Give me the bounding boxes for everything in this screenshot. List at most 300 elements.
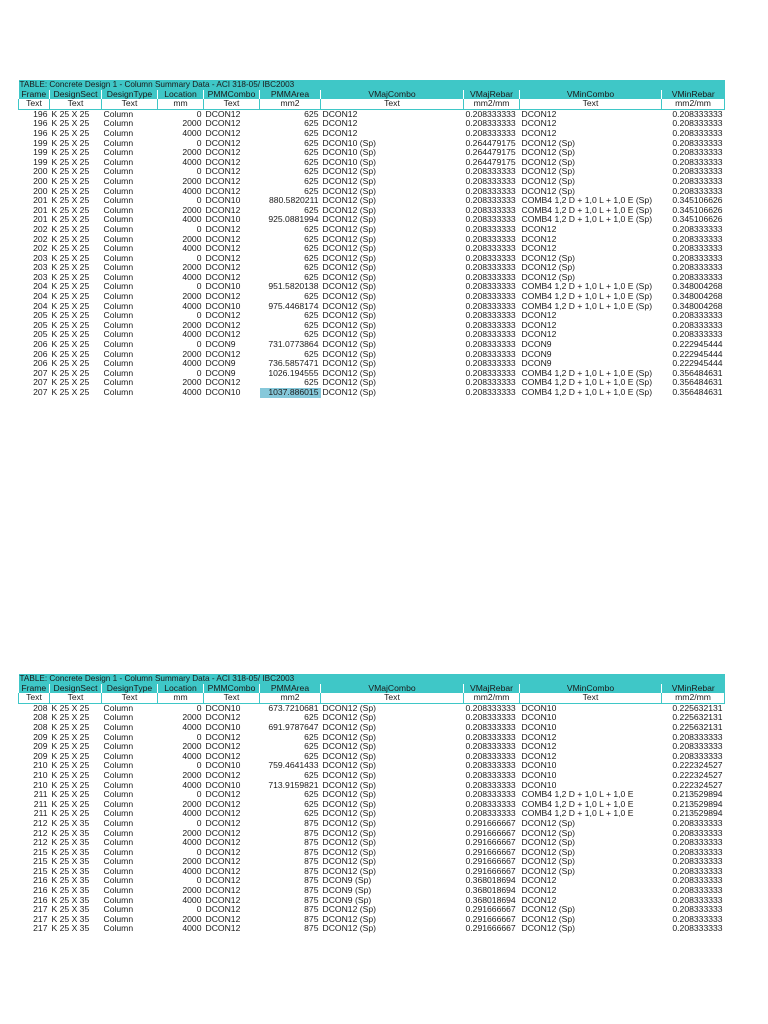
cell-pmm-combo[interactable]: DCON12 bbox=[205, 186, 241, 196]
cell-vmaj-rebar[interactable]: 0.208333333 bbox=[465, 320, 516, 330]
cell-location[interactable]: 2000 bbox=[182, 799, 202, 809]
cell-design-sect[interactable]: K 25 X 25 bbox=[51, 244, 90, 254]
cell-location[interactable]: 2000 bbox=[182, 292, 202, 302]
cell-vmaj-combo[interactable]: DCON10 (Sp) bbox=[322, 148, 376, 158]
table-row[interactable] bbox=[19, 876, 725, 886]
cell-pmm-area[interactable]: 1037.886015 bbox=[260, 388, 321, 398]
cell-pmm-area[interactable]: 875 bbox=[304, 818, 319, 828]
cell-design-sect[interactable]: K 25 X 35 bbox=[51, 876, 90, 886]
cell-vmaj-rebar[interactable]: 0.291666667 bbox=[465, 818, 516, 828]
cell-frame[interactable]: 207 bbox=[33, 378, 48, 388]
cell-vmaj-rebar[interactable]: 0.368018694 bbox=[465, 895, 516, 905]
cell-pmm-combo[interactable]: DCON12 bbox=[205, 751, 241, 761]
table-row[interactable] bbox=[19, 273, 725, 283]
cell-design-type[interactable]: Column bbox=[103, 368, 134, 378]
table-row[interactable] bbox=[19, 771, 725, 781]
cell-frame[interactable]: 208 bbox=[33, 703, 48, 713]
cell-frame[interactable]: 207 bbox=[33, 388, 48, 397]
cell-design-type[interactable]: Column bbox=[103, 886, 134, 896]
cell-vmin-rebar[interactable]: 0.208333333 bbox=[672, 167, 723, 177]
cell-design-type[interactable]: Column bbox=[103, 301, 134, 311]
cell-pmm-area[interactable]: 625 bbox=[304, 330, 319, 340]
cell-vmaj-combo[interactable]: DCON12 (Sp) bbox=[322, 311, 376, 321]
table-row[interactable] bbox=[19, 838, 725, 848]
cell-pmm-combo[interactable]: DCON12 bbox=[205, 799, 241, 809]
cell-vmaj-combo[interactable]: DCON10 (Sp) bbox=[322, 157, 376, 167]
cell-location[interactable]: 0 bbox=[196, 340, 202, 350]
cell-vmaj-combo[interactable]: DCON12 (Sp) bbox=[322, 263, 376, 273]
cell-vmin-rebar[interactable]: 0.225632131 bbox=[672, 722, 723, 732]
cell-frame[interactable]: 203 bbox=[33, 263, 48, 273]
cell-frame[interactable]: 206 bbox=[33, 349, 48, 359]
header-design-sect[interactable]: DesignSect bbox=[50, 90, 102, 100]
cell-design-type[interactable]: Column bbox=[103, 876, 134, 886]
table-row[interactable] bbox=[19, 148, 725, 158]
cell-design-type[interactable]: Column bbox=[103, 157, 134, 167]
cell-vmaj-combo[interactable]: DCON12 bbox=[322, 128, 358, 138]
header-vmin-rebar[interactable]: VMinRebar bbox=[662, 90, 725, 100]
cell-pmm-area[interactable]: 625 bbox=[304, 128, 319, 138]
cell-vmin-combo[interactable]: DCON12 bbox=[521, 128, 557, 138]
cell-pmm-combo[interactable]: DCON12 bbox=[205, 109, 241, 119]
cell-frame[interactable]: 207 bbox=[33, 368, 48, 378]
cell-pmm-combo[interactable]: DCON12 bbox=[205, 176, 241, 186]
table-row[interactable] bbox=[19, 829, 725, 839]
cell-vmaj-rebar[interactable]: 0.208333333 bbox=[465, 205, 516, 215]
cell-design-sect[interactable]: K 25 X 25 bbox=[51, 751, 90, 761]
cell-pmm-area[interactable]: 625 bbox=[304, 292, 319, 302]
cell-design-sect[interactable]: K 25 X 35 bbox=[51, 838, 90, 848]
cell-pmm-combo[interactable]: DCON10 bbox=[205, 722, 241, 732]
cell-design-type[interactable]: Column bbox=[103, 895, 134, 905]
cell-vmin-combo[interactable]: DCON10 bbox=[521, 770, 557, 780]
cell-vmaj-rebar[interactable]: 0.291666667 bbox=[465, 847, 516, 857]
cell-vmaj-combo[interactable]: DCON12 (Sp) bbox=[322, 359, 376, 369]
cell-frame[interactable]: 208 bbox=[33, 713, 48, 723]
cell-pmm-combo[interactable]: DCON12 bbox=[205, 244, 241, 254]
cell-pmm-area[interactable]: 625 bbox=[304, 751, 319, 761]
cell-vmin-combo[interactable]: COMB4 1,2 D + 1,0 L + 1,0 E bbox=[521, 799, 634, 809]
cell-vmaj-combo[interactable]: DCON9 (Sp) bbox=[322, 886, 372, 896]
cell-design-sect[interactable]: K 25 X 25 bbox=[51, 301, 90, 311]
cell-design-type[interactable]: Column bbox=[103, 761, 134, 771]
cell-design-type[interactable]: Column bbox=[103, 914, 134, 924]
cell-frame[interactable]: 202 bbox=[33, 234, 48, 244]
table-row[interactable] bbox=[19, 215, 725, 225]
cell-pmm-combo[interactable]: DCON12 bbox=[205, 838, 241, 848]
cell-design-sect[interactable]: K 25 X 25 bbox=[51, 186, 90, 196]
cell-vmin-combo[interactable]: DCON12 bbox=[521, 109, 557, 119]
cell-vmin-combo[interactable]: DCON12 bbox=[521, 876, 557, 886]
cell-pmm-combo[interactable]: DCON12 bbox=[205, 128, 241, 138]
cell-vmin-combo[interactable]: COMB4 1,2 D + 1,0 L + 1,0 E (Sp) bbox=[521, 301, 653, 311]
cell-pmm-combo[interactable]: DCON10 bbox=[205, 780, 241, 790]
cell-pmm-area[interactable]: 951.5820138 bbox=[268, 282, 319, 292]
cell-location[interactable]: 0 bbox=[196, 311, 202, 321]
cell-vmaj-rebar[interactable]: 0.264479175 bbox=[465, 157, 516, 167]
cell-vmaj-combo[interactable]: DCON12 (Sp) bbox=[322, 770, 376, 780]
cell-location[interactable]: 4000 bbox=[182, 186, 202, 196]
cell-location[interactable]: 4000 bbox=[182, 157, 202, 167]
cell-vmaj-combo[interactable]: DCON12 (Sp) bbox=[322, 167, 376, 177]
cell-design-type[interactable]: Column bbox=[103, 857, 134, 867]
cell-design-sect[interactable]: K 25 X 25 bbox=[51, 128, 90, 138]
cell-frame[interactable]: 202 bbox=[33, 224, 48, 234]
cell-pmm-area[interactable]: 875 bbox=[304, 886, 319, 896]
cell-location[interactable]: 2000 bbox=[182, 886, 202, 896]
cell-design-sect[interactable]: K 25 X 25 bbox=[51, 272, 90, 282]
cell-frame[interactable]: 200 bbox=[33, 176, 48, 186]
cell-vmaj-rebar[interactable]: 0.208333333 bbox=[465, 234, 516, 244]
cell-location[interactable]: 0 bbox=[196, 703, 202, 713]
cell-location[interactable]: 4000 bbox=[182, 866, 202, 876]
cell-vmin-combo[interactable]: DCON12 (Sp) bbox=[521, 818, 575, 828]
cell-frame[interactable]: 205 bbox=[33, 311, 48, 321]
cell-design-sect[interactable]: K 25 X 35 bbox=[51, 828, 90, 838]
header-location[interactable]: Location bbox=[158, 90, 204, 100]
table-row[interactable] bbox=[19, 139, 725, 149]
cell-vmin-combo[interactable]: COMB4 1,2 D + 1,0 L + 1,0 E bbox=[521, 809, 634, 819]
cell-vmin-combo[interactable]: DCON12 (Sp) bbox=[521, 866, 575, 876]
cell-pmm-area[interactable]: 880.5820211 bbox=[268, 196, 319, 206]
cell-design-sect[interactable]: K 25 X 25 bbox=[51, 761, 90, 771]
cell-vmaj-rebar[interactable]: 0.208333333 bbox=[465, 215, 516, 225]
cell-design-type[interactable]: Column bbox=[103, 186, 134, 196]
cell-pmm-area[interactable]: 713.9159821 bbox=[268, 780, 319, 790]
cell-pmm-area[interactable]: 625 bbox=[304, 742, 319, 752]
cell-frame[interactable]: 217 bbox=[33, 914, 48, 924]
cell-vmin-rebar[interactable]: 0.208333333 bbox=[672, 311, 723, 321]
cell-vmin-rebar[interactable]: 0.208333333 bbox=[672, 905, 723, 915]
cell-location[interactable]: 0 bbox=[196, 253, 202, 263]
cell-frame[interactable]: 204 bbox=[33, 292, 48, 302]
cell-vmaj-combo[interactable]: DCON12 (Sp) bbox=[322, 196, 376, 206]
cell-pmm-area[interactable]: 625 bbox=[304, 713, 319, 723]
cell-design-sect[interactable]: K 25 X 25 bbox=[51, 109, 90, 119]
cell-vmaj-combo[interactable]: DCON12 (Sp) bbox=[322, 761, 376, 771]
cell-pmm-area[interactable]: 625 bbox=[304, 109, 319, 119]
cell-design-sect[interactable]: K 25 X 35 bbox=[51, 924, 90, 934]
cell-vmin-rebar[interactable]: 0.222324527 bbox=[672, 770, 723, 780]
cell-vmaj-rebar[interactable]: 0.264479175 bbox=[465, 148, 516, 158]
cell-vmaj-rebar[interactable]: 0.208333333 bbox=[465, 732, 516, 742]
table-row[interactable] bbox=[19, 924, 725, 934]
cell-pmm-combo[interactable]: DCON9 bbox=[205, 359, 236, 369]
cell-frame[interactable]: 211 bbox=[33, 790, 48, 800]
cell-design-sect[interactable]: K 25 X 25 bbox=[51, 713, 90, 723]
cell-pmm-area[interactable]: 625 bbox=[304, 320, 319, 330]
cell-vmaj-combo[interactable]: DCON12 bbox=[322, 119, 358, 129]
cell-vmin-combo[interactable]: DCON9 bbox=[521, 349, 552, 359]
cell-vmaj-rebar[interactable]: 0.208333333 bbox=[465, 282, 516, 292]
cell-vmaj-rebar[interactable]: 0.291666667 bbox=[465, 914, 516, 924]
cell-vmin-combo[interactable]: DCON12 (Sp) bbox=[521, 847, 575, 857]
cell-frame[interactable]: 210 bbox=[33, 770, 48, 780]
cell-vmaj-combo[interactable]: DCON12 (Sp) bbox=[322, 282, 376, 292]
cell-frame[interactable]: 196 bbox=[33, 128, 48, 138]
cell-frame[interactable]: 217 bbox=[33, 924, 48, 934]
header-vmaj-combo[interactable]: VMajCombo bbox=[321, 684, 464, 694]
cell-vmin-combo[interactable]: DCON10 bbox=[521, 703, 557, 713]
cell-pmm-area[interactable]: 625 bbox=[304, 234, 319, 244]
cell-frame[interactable]: 202 bbox=[33, 244, 48, 254]
cell-vmin-combo[interactable]: COMB4 1,2 D + 1,0 L + 1,0 E (Sp) bbox=[521, 196, 653, 206]
cell-vmin-combo[interactable]: DCON12 bbox=[521, 751, 557, 761]
cell-vmin-combo[interactable]: DCON12 (Sp) bbox=[521, 924, 575, 934]
cell-pmm-combo[interactable]: DCON10 bbox=[205, 761, 241, 771]
cell-location[interactable]: 0 bbox=[196, 138, 202, 148]
cell-pmm-area[interactable]: 625 bbox=[304, 809, 319, 819]
cell-pmm-area[interactable]: 625 bbox=[304, 148, 319, 158]
cell-location[interactable]: 4000 bbox=[182, 751, 202, 761]
cell-location[interactable]: 0 bbox=[196, 818, 202, 828]
cell-design-sect[interactable]: K 25 X 25 bbox=[51, 138, 90, 148]
cell-vmin-combo[interactable]: DCON12 bbox=[521, 895, 557, 905]
cell-vmaj-combo[interactable]: DCON12 (Sp) bbox=[322, 388, 376, 397]
cell-vmin-rebar[interactable]: 0.222324527 bbox=[672, 761, 723, 771]
cell-design-sect[interactable]: K 25 X 25 bbox=[51, 388, 90, 397]
cell-location[interactable]: 4000 bbox=[182, 895, 202, 905]
cell-vmaj-combo[interactable]: DCON12 (Sp) bbox=[322, 320, 376, 330]
cell-pmm-combo[interactable]: DCON12 bbox=[205, 857, 241, 867]
cell-design-type[interactable]: Column bbox=[103, 148, 134, 158]
table-row[interactable] bbox=[19, 119, 725, 129]
cell-pmm-area[interactable]: 625 bbox=[304, 732, 319, 742]
cell-vmin-combo[interactable]: DCON12 bbox=[521, 311, 557, 321]
cell-pmm-area[interactable]: 736.5857471 bbox=[268, 359, 319, 369]
cell-frame[interactable]: 201 bbox=[33, 196, 48, 206]
cell-vmin-rebar[interactable]: 0.208333333 bbox=[672, 148, 723, 158]
cell-location[interactable]: 0 bbox=[196, 224, 202, 234]
cell-vmin-rebar[interactable]: 0.208333333 bbox=[672, 876, 723, 886]
table-row[interactable] bbox=[19, 244, 725, 254]
cell-design-type[interactable]: Column bbox=[103, 818, 134, 828]
cell-vmin-combo[interactable]: DCON12 (Sp) bbox=[521, 253, 575, 263]
cell-vmaj-combo[interactable]: DCON12 (Sp) bbox=[322, 790, 376, 800]
cell-vmin-rebar[interactable]: 0.208333333 bbox=[672, 914, 723, 924]
cell-pmm-area[interactable]: 759.4641433 bbox=[268, 761, 319, 771]
cell-pmm-combo[interactable]: DCON12 bbox=[205, 234, 241, 244]
cell-vmaj-rebar[interactable]: 0.208333333 bbox=[465, 809, 516, 819]
cell-vmin-combo[interactable]: DCON12 bbox=[521, 119, 557, 129]
cell-vmin-combo[interactable]: COMB4 1,2 D + 1,0 L + 1,0 E (Sp) bbox=[521, 205, 653, 215]
table-row[interactable] bbox=[19, 809, 725, 819]
cell-design-sect[interactable]: K 25 X 25 bbox=[51, 359, 90, 369]
cell-vmaj-combo[interactable]: DCON12 (Sp) bbox=[322, 780, 376, 790]
cell-vmin-combo[interactable]: DCON12 bbox=[521, 244, 557, 254]
cell-frame[interactable]: 196 bbox=[33, 119, 48, 129]
cell-pmm-area[interactable]: 625 bbox=[304, 224, 319, 234]
cell-vmaj-rebar[interactable]: 0.208333333 bbox=[465, 770, 516, 780]
cell-design-sect[interactable]: K 25 X 25 bbox=[51, 196, 90, 206]
cell-location[interactable]: 2000 bbox=[182, 263, 202, 273]
cell-vmin-rebar[interactable]: 0.356484631 bbox=[672, 378, 723, 388]
table-row[interactable] bbox=[19, 378, 725, 388]
cell-location[interactable]: 2000 bbox=[182, 234, 202, 244]
cell-location[interactable]: 2000 bbox=[182, 320, 202, 330]
cell-frame[interactable]: 200 bbox=[33, 186, 48, 196]
table-row[interactable] bbox=[19, 196, 725, 206]
table-row[interactable] bbox=[19, 781, 725, 791]
cell-pmm-area[interactable]: 625 bbox=[304, 157, 319, 167]
table-row[interactable] bbox=[19, 350, 725, 360]
cell-frame[interactable]: 216 bbox=[33, 895, 48, 905]
cell-location[interactable]: 0 bbox=[196, 847, 202, 857]
cell-pmm-combo[interactable]: DCON9 bbox=[205, 368, 236, 378]
cell-vmaj-rebar[interactable]: 0.208333333 bbox=[465, 703, 516, 713]
cell-pmm-area[interactable]: 731.0773864 bbox=[268, 340, 319, 350]
table-row[interactable] bbox=[19, 302, 725, 312]
cell-pmm-combo[interactable]: DCON12 bbox=[205, 272, 241, 282]
cell-frame[interactable]: 212 bbox=[33, 828, 48, 838]
cell-design-type[interactable]: Column bbox=[103, 809, 134, 819]
cell-vmaj-combo[interactable]: DCON12 (Sp) bbox=[322, 205, 376, 215]
cell-frame[interactable]: 200 bbox=[33, 167, 48, 177]
cell-design-type[interactable]: Column bbox=[103, 311, 134, 321]
cell-vmaj-combo[interactable]: DCON12 (Sp) bbox=[322, 818, 376, 828]
cell-vmin-combo[interactable]: DCON12 (Sp) bbox=[521, 186, 575, 196]
table-row[interactable] bbox=[19, 915, 725, 925]
cell-vmaj-combo[interactable]: DCON10 (Sp) bbox=[322, 138, 376, 148]
cell-vmin-combo[interactable]: DCON10 bbox=[521, 761, 557, 771]
cell-vmaj-combo[interactable]: DCON12 (Sp) bbox=[322, 301, 376, 311]
cell-vmin-rebar[interactable]: 0.356484631 bbox=[672, 388, 723, 397]
cell-vmin-combo[interactable]: DCON9 bbox=[521, 340, 552, 350]
cell-location[interactable]: 2000 bbox=[182, 770, 202, 780]
cell-frame[interactable]: 208 bbox=[33, 722, 48, 732]
cell-pmm-combo[interactable]: DCON9 bbox=[205, 340, 236, 350]
cell-pmm-area[interactable]: 875 bbox=[304, 876, 319, 886]
cell-location[interactable]: 4000 bbox=[182, 359, 202, 369]
cell-pmm-combo[interactable]: DCON12 bbox=[205, 732, 241, 742]
cell-vmaj-rebar[interactable]: 0.208333333 bbox=[465, 244, 516, 254]
cell-pmm-combo[interactable]: DCON12 bbox=[205, 119, 241, 129]
cell-pmm-combo[interactable]: DCON12 bbox=[205, 790, 241, 800]
cell-vmaj-rebar[interactable]: 0.208333333 bbox=[465, 253, 516, 263]
cell-vmaj-combo[interactable]: DCON12 (Sp) bbox=[322, 732, 376, 742]
cell-design-type[interactable]: Column bbox=[103, 224, 134, 234]
header-design-type[interactable]: DesignType bbox=[102, 90, 158, 100]
cell-design-type[interactable]: Column bbox=[103, 703, 134, 713]
cell-design-type[interactable]: Column bbox=[103, 742, 134, 752]
table-row[interactable] bbox=[19, 292, 725, 302]
cell-vmin-rebar[interactable]: 0.208333333 bbox=[672, 924, 723, 934]
cell-pmm-combo[interactable]: DCON12 bbox=[205, 157, 241, 167]
cell-vmin-rebar[interactable]: 0.208333333 bbox=[672, 828, 723, 838]
cell-pmm-combo[interactable]: DCON12 bbox=[205, 847, 241, 857]
table-row[interactable] bbox=[19, 752, 725, 762]
table-row[interactable] bbox=[19, 206, 725, 216]
cell-design-type[interactable]: Column bbox=[103, 349, 134, 359]
cell-location[interactable]: 2000 bbox=[182, 914, 202, 924]
cell-location[interactable]: 4000 bbox=[182, 838, 202, 848]
cell-location[interactable]: 4000 bbox=[182, 722, 202, 732]
table-row[interactable] bbox=[19, 723, 725, 733]
cell-vmaj-combo[interactable]: DCON12 (Sp) bbox=[322, 234, 376, 244]
cell-location[interactable]: 4000 bbox=[182, 128, 202, 138]
cell-vmaj-rebar[interactable]: 0.208333333 bbox=[465, 186, 516, 196]
cell-vmaj-combo[interactable]: DCON12 (Sp) bbox=[322, 751, 376, 761]
cell-design-sect[interactable]: K 25 X 25 bbox=[51, 253, 90, 263]
cell-vmaj-rebar[interactable]: 0.368018694 bbox=[465, 876, 516, 886]
cell-pmm-combo[interactable]: DCON10 bbox=[205, 196, 241, 206]
cell-pmm-area[interactable]: 625 bbox=[304, 378, 319, 388]
header-frame[interactable]: Frame bbox=[19, 90, 50, 100]
table-row[interactable] bbox=[19, 235, 725, 245]
cell-vmaj-rebar[interactable]: 0.208333333 bbox=[465, 349, 516, 359]
cell-vmin-rebar[interactable]: 0.222324527 bbox=[672, 780, 723, 790]
cell-pmm-area[interactable]: 875 bbox=[304, 905, 319, 915]
cell-vmin-rebar[interactable]: 0.356484631 bbox=[672, 368, 723, 378]
cell-frame[interactable]: 206 bbox=[33, 359, 48, 369]
cell-vmin-rebar[interactable]: 0.208333333 bbox=[672, 263, 723, 273]
cell-design-sect[interactable]: K 25 X 35 bbox=[51, 905, 90, 915]
cell-frame[interactable]: 201 bbox=[33, 215, 48, 225]
cell-vmaj-combo[interactable]: DCON12 (Sp) bbox=[322, 224, 376, 234]
cell-vmin-rebar[interactable]: 0.222945444 bbox=[672, 349, 723, 359]
cell-vmin-rebar[interactable]: 0.225632131 bbox=[672, 713, 723, 723]
cell-vmaj-combo[interactable]: DCON12 (Sp) bbox=[322, 292, 376, 302]
cell-location[interactable]: 2000 bbox=[182, 205, 202, 215]
cell-design-sect[interactable]: K 25 X 25 bbox=[51, 349, 90, 359]
cell-vmaj-combo[interactable]: DCON12 (Sp) bbox=[322, 742, 376, 752]
cell-design-type[interactable]: Column bbox=[103, 790, 134, 800]
cell-vmin-combo[interactable]: DCON12 (Sp) bbox=[521, 838, 575, 848]
cell-location[interactable]: 2000 bbox=[182, 148, 202, 158]
cell-design-type[interactable]: Column bbox=[103, 138, 134, 148]
cell-vmin-rebar[interactable]: 0.208333333 bbox=[672, 157, 723, 167]
cell-location[interactable]: 0 bbox=[196, 732, 202, 742]
cell-frame[interactable]: 211 bbox=[33, 799, 48, 809]
cell-vmaj-combo[interactable]: DCON12 (Sp) bbox=[322, 253, 376, 263]
table-row[interactable] bbox=[19, 109, 725, 119]
cell-location[interactable]: 0 bbox=[196, 368, 202, 378]
cell-location[interactable]: 4000 bbox=[182, 330, 202, 340]
cell-vmin-rebar[interactable]: 0.208333333 bbox=[672, 751, 723, 761]
cell-vmaj-rebar[interactable]: 0.208333333 bbox=[465, 119, 516, 129]
cell-vmaj-combo[interactable]: DCON12 (Sp) bbox=[322, 378, 376, 388]
cell-vmaj-combo[interactable]: DCON12 (Sp) bbox=[322, 809, 376, 819]
cell-design-type[interactable]: Column bbox=[103, 244, 134, 254]
cell-design-sect[interactable]: K 25 X 25 bbox=[51, 368, 90, 378]
cell-vmin-combo[interactable]: COMB4 1,2 D + 1,0 L + 1,0 E (Sp) bbox=[521, 292, 653, 302]
cell-vmaj-combo[interactable]: DCON12 (Sp) bbox=[322, 368, 376, 378]
cell-vmaj-rebar[interactable]: 0.208333333 bbox=[465, 301, 516, 311]
cell-design-type[interactable]: Column bbox=[103, 838, 134, 848]
cell-pmm-combo[interactable]: DCON12 bbox=[205, 292, 241, 302]
cell-design-sect[interactable]: K 25 X 25 bbox=[51, 282, 90, 292]
cell-design-sect[interactable]: K 25 X 25 bbox=[51, 340, 90, 350]
cell-pmm-combo[interactable]: DCON12 bbox=[205, 349, 241, 359]
cell-vmaj-combo[interactable]: DCON12 (Sp) bbox=[322, 176, 376, 186]
table-row[interactable] bbox=[19, 330, 725, 340]
cell-vmin-rebar[interactable]: 0.348004268 bbox=[672, 282, 723, 292]
cell-vmaj-rebar[interactable]: 0.291666667 bbox=[465, 866, 516, 876]
cell-vmaj-combo[interactable]: DCON12 (Sp) bbox=[322, 905, 376, 915]
cell-frame[interactable]: 217 bbox=[33, 905, 48, 915]
cell-pmm-area[interactable]: 625 bbox=[304, 770, 319, 780]
cell-design-type[interactable]: Column bbox=[103, 196, 134, 206]
cell-pmm-combo[interactable]: DCON12 bbox=[205, 924, 241, 934]
cell-design-type[interactable]: Column bbox=[103, 799, 134, 809]
table-row[interactable] bbox=[19, 848, 725, 858]
cell-frame[interactable]: 210 bbox=[33, 780, 48, 790]
table-row[interactable] bbox=[19, 713, 725, 723]
cell-design-type[interactable]: Column bbox=[103, 828, 134, 838]
table-row[interactable] bbox=[19, 857, 725, 867]
cell-vmin-combo[interactable]: COMB4 1,2 D + 1,0 L + 1,0 E (Sp) bbox=[521, 215, 653, 225]
cell-location[interactable]: 4000 bbox=[182, 215, 202, 225]
